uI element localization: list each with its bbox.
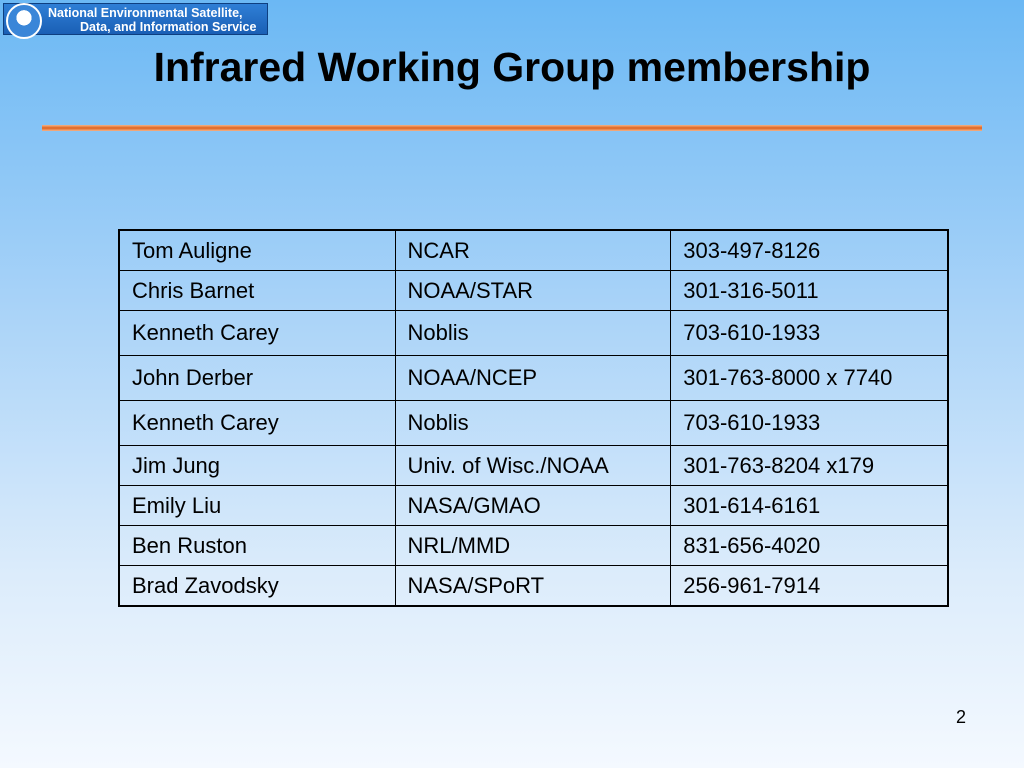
member-phone: 831-656-4020 — [671, 526, 948, 566]
table-row — [119, 401, 948, 446]
member-name: John Derber — [119, 356, 395, 401]
page-number: 2 — [955, 707, 966, 727]
member-phone: 301-763-8204 x179 — [671, 446, 948, 486]
table-row — [119, 566, 948, 607]
member-name: Jim Jung — [119, 446, 395, 486]
member-organization: NASA/GMAO — [395, 486, 671, 526]
table-row — [119, 446, 948, 486]
member-name: Ben Ruston — [119, 526, 395, 566]
slide-title: Infrared Working Group membership — [153, 44, 871, 90]
table-row — [119, 230, 948, 271]
member-organization: NASA/SPoRT — [395, 566, 671, 607]
member-organization: NCAR — [395, 230, 671, 271]
member-phone: 301-763-8000 x 7740 — [671, 356, 948, 401]
table-row — [119, 486, 948, 526]
member-organization: NOAA/STAR — [395, 271, 671, 311]
member-name: Chris Barnet — [119, 271, 395, 311]
table-row — [119, 311, 948, 356]
agency-name-line1: National Environmental Satellite, — [48, 6, 243, 20]
member-phone: 256-961-7914 — [671, 566, 948, 607]
membership-table — [118, 229, 949, 607]
member-organization: NRL/MMD — [395, 526, 671, 566]
noaa-logo-icon — [6, 3, 42, 39]
member-phone: 301-614-6161 — [671, 486, 948, 526]
member-phone: 703-610-1933 — [671, 401, 948, 446]
title-divider — [42, 125, 982, 131]
table-row — [119, 356, 948, 401]
member-name: Tom Auligne — [119, 230, 395, 271]
member-phone: 303-497-8126 — [671, 230, 948, 271]
member-name: Kenneth Carey — [119, 311, 395, 356]
member-phone: 703-610-1933 — [671, 311, 948, 356]
agency-name-line2: Data, and Information Service — [80, 20, 257, 34]
member-organization: Noblis — [395, 401, 671, 446]
member-organization: NOAA/NCEP — [395, 356, 671, 401]
member-organization: Univ. of Wisc./NOAA — [395, 446, 671, 486]
member-name: Brad Zavodsky — [119, 566, 395, 607]
agency-banner — [3, 3, 268, 35]
member-name: Kenneth Carey — [119, 401, 395, 446]
table-row — [119, 271, 948, 311]
member-organization: Noblis — [395, 311, 671, 356]
member-name: Emily Liu — [119, 486, 395, 526]
table-row — [119, 526, 948, 566]
member-phone: 301-316-5011 — [671, 271, 948, 311]
